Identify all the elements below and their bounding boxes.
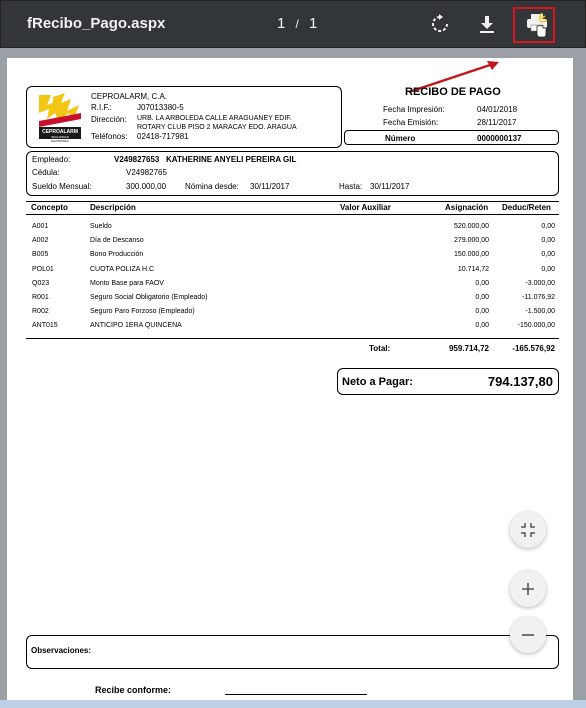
net-pay-value: 794.137,80 [487,374,553,389]
logo-subtext: SEGURIDAD [51,135,69,139]
total-deduction: -165.576,92 [512,344,555,353]
row-description: Día de Descanso [90,237,144,245]
row-description: ANTICIPO 1ERA QUINCENA [90,322,182,330]
zoom-out-icon [519,626,537,644]
salary-label: Sueldo Mensual: [32,182,92,191]
logo-subtext-2: ELECTRONICA [51,140,69,143]
cedula-value: V24982765 [126,168,167,177]
zoom-in-icon [519,580,537,598]
row-deduction: 0,00 [541,251,555,259]
print-date-label: Fecha Impresión: [383,105,445,114]
col-header-assignment: Asignación [445,203,489,212]
row-concept: B005 [32,251,49,259]
row-assignment: 520.000,00 [453,223,489,230]
company-name: CEPROALARM, C.A. [91,92,168,101]
row-assignment: 10.714,72 [457,265,489,273]
observations-box [26,635,559,669]
row-description: Monto Base para FAOV [90,279,164,287]
col-header-description: Descripción [90,203,136,212]
receipt-heading: RECIBO DE PAGO [405,86,501,98]
row-concept: ANT015 [32,322,58,330]
rif-value: J07013380-5 [137,103,184,112]
total-pages: 1 [309,15,319,32]
receipt-number-box [344,130,559,145]
employee-name: KATHERINE ANYELI PEREIRA GIL [166,155,297,164]
phone-value: 02418-717981 [137,132,189,141]
row-deduction: 0,00 [541,223,555,230]
table-bottom-rule [26,338,559,339]
logo-text: CEPROALARM [42,129,78,135]
window-bottom-strip [0,700,586,708]
row-deduction: 0,00 [541,237,555,245]
row-concept: A001 [32,223,49,230]
page-separator: / [295,17,300,31]
row-description: Bono Producción [90,251,144,259]
observations-label: Observaciones: [31,646,92,655]
rif-label: R.I.F.: [91,103,112,112]
zoom-in-button[interactable] [510,571,546,607]
company-logo [35,91,85,143]
issue-date-label: Fecha Emisión: [383,118,439,127]
receipt-number-value: 0000000137 [477,134,522,143]
phone-label: Teléfonos: [91,132,128,141]
row-concept: A002 [32,237,49,245]
zoom-out-button[interactable] [510,617,546,653]
issue-date-value: 28/11/2017 [477,118,517,127]
period-to-value: 30/11/2017 [370,182,410,191]
rotate-button[interactable] [429,13,451,35]
row-concept: Q023 [32,279,50,287]
col-header-deduction: Deduc/Reten [502,203,551,212]
net-pay-label: Neto a Pagar: [342,376,413,388]
row-description: CUOTA POLIZA H.C [90,265,155,273]
pdf-toolbar [0,0,586,48]
row-assignment: 0,00 [475,294,489,301]
print-date-value: 04/01/2018 [477,105,518,114]
row-assignment: 0,00 [475,279,489,287]
employee-label: Empleado: [32,155,71,164]
period-from-label: Nómina desde: [185,182,239,191]
current-page[interactable]: 1 [277,15,287,32]
received-label: Recibe conforme: [95,685,172,695]
fit-page-icon [519,521,537,539]
row-deduction: -3.000,00 [525,279,555,287]
period-from-value: 30/11/2017 [250,182,290,191]
table-header-top-rule [26,201,559,202]
salary-value: 300.000,00 [126,182,167,191]
total-assignment: 959.714,72 [448,344,489,353]
row-deduction: -11.076,92 [522,294,555,301]
total-label: Total: [369,344,391,353]
receipt-page [7,58,573,708]
print-highlight-box [513,7,555,43]
fit-page-button[interactable] [510,512,546,548]
row-description: Seguro Social Obligatorio (Empleado) [90,294,208,301]
address-line-1: URB. LA ARBOLEDA CALLE ARAGUANEY EDIF. [137,115,292,122]
row-deduction: -1.500,00 [525,308,555,316]
row-concept: R001 [32,294,49,301]
page-indicator [277,15,318,32]
col-header-aux: Valor Auxiliar [340,203,391,212]
row-description: Seguro Paro Forzoso (Empleado) [90,308,195,316]
address-line-2: ROTARY CLUB PISO 2 MARACAY EDO. ARAGUA [137,124,297,131]
period-to-label: Hasta: [339,182,363,191]
table-header-bottom-rule [26,214,559,215]
row-assignment: 279.000,00 [453,237,489,245]
col-header-concept: Concepto [31,203,68,212]
signature-line [225,694,367,695]
receipt-number-label: Número [385,134,416,143]
row-concept: R002 [32,308,49,316]
download-button[interactable] [476,13,498,35]
row-description: Sueldo [90,223,112,230]
employee-id: V249827653 [114,155,160,164]
address-label: Dirección: [91,115,127,124]
row-concept: POL01 [32,265,54,273]
document-title: fRecibo_Pago.aspx [27,15,166,32]
row-deduction: 0,00 [541,265,555,273]
rotate-icon [429,13,451,35]
row-deduction: -150.000,00 [517,322,555,330]
row-assignment: 150.000,00 [453,251,489,259]
row-assignment: 0,00 [475,308,489,316]
cedula-label: Cédula: [32,168,60,177]
row-assignment: 0,00 [475,322,489,330]
download-icon [476,13,498,35]
